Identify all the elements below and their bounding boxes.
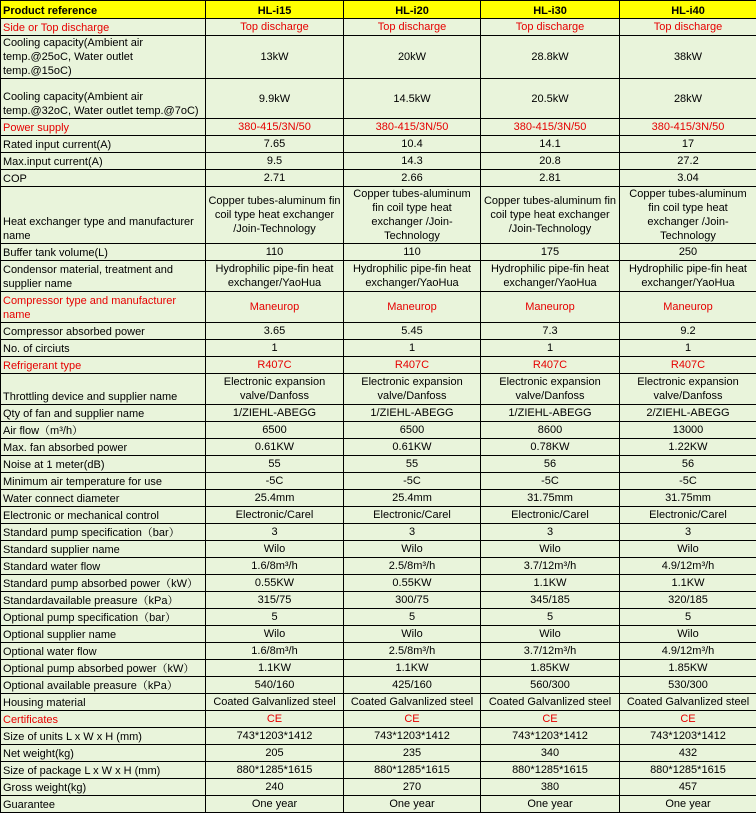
row-label: Standard pump absorbed power（kW） [1, 575, 206, 592]
row-value: 2/ZIEHL-ABEGG [620, 405, 756, 422]
row-value: 432 [620, 745, 756, 762]
row-value: 2.81 [481, 170, 620, 187]
row-value: Electronic/Carel [344, 507, 481, 524]
row-value: R407C [481, 357, 620, 374]
row-value: 31.75mm [620, 490, 756, 507]
row-value: 320/185 [620, 592, 756, 609]
row-value: 2.71 [206, 170, 344, 187]
row-value: Electronic expansion valve/Danfoss [206, 374, 344, 405]
row-value: 9.9kW [206, 79, 344, 119]
row-value: 28.8kW [481, 36, 620, 79]
row-label: Minimum air temperature for use [1, 473, 206, 490]
row-label: Optional water flow [1, 643, 206, 660]
table-row [1, 694, 756, 711]
row-value: 530/300 [620, 677, 756, 694]
row-label: Optional pump specification（bar） [1, 609, 206, 626]
row-label: Standard water flow [1, 558, 206, 575]
row-value: 1 [481, 340, 620, 357]
table-row [1, 357, 756, 374]
row-value: 2.5/8m³/h [344, 558, 481, 575]
row-label: COP [1, 170, 206, 187]
row-value: 4.9/12m³/h [620, 643, 756, 660]
row-value: Copper tubes-aluminum fin coil type heat exchanger /Join-Technology [206, 187, 344, 244]
table-row [1, 323, 756, 340]
row-label: Compressor type and manufacturer name [1, 292, 206, 323]
table-row [1, 779, 756, 796]
row-label: Max.input current(A) [1, 153, 206, 170]
row-value: 31.75mm [481, 490, 620, 507]
row-value: Hydrophilic pipe-fin heat exchanger/YaoHua [344, 261, 481, 292]
header-label: Product reference [1, 1, 206, 19]
row-value: 8600 [481, 422, 620, 439]
row-label: Noise at 1 meter(dB) [1, 456, 206, 473]
row-value: 14.3 [344, 153, 481, 170]
row-label: Optional available preasure（kPa） [1, 677, 206, 694]
row-value: R407C [620, 357, 756, 374]
row-value: 380-415/3N/50 [620, 119, 756, 136]
table-row [1, 660, 756, 677]
table-row [1, 439, 756, 456]
row-value: Maneurop [620, 292, 756, 323]
row-value: Electronic/Carel [206, 507, 344, 524]
table-row [1, 745, 756, 762]
row-value: 0.61KW [344, 439, 481, 456]
row-label: Compressor absorbed power [1, 323, 206, 340]
table-row [1, 79, 756, 119]
row-label: Condensor material, treatment and supplier name [1, 261, 206, 292]
row-value: Top discharge [206, 19, 344, 36]
row-value: 5 [206, 609, 344, 626]
row-value: 1.85KW [481, 660, 620, 677]
row-label: Max. fan absorbed power [1, 439, 206, 456]
row-label: Standard supplier name [1, 541, 206, 558]
row-label: Certificates [1, 711, 206, 728]
row-value: 14.5kW [344, 79, 481, 119]
row-value: 1/ZIEHL-ABEGG [344, 405, 481, 422]
row-value: 3.04 [620, 170, 756, 187]
row-value: 56 [481, 456, 620, 473]
row-value: Copper tubes-aluminum fin coil type heat exchanger /Join-Technology [620, 187, 756, 244]
row-value: 6500 [206, 422, 344, 439]
row-value: One year [206, 796, 344, 813]
table-row [1, 19, 756, 36]
row-label: Power supply [1, 119, 206, 136]
table-row [1, 244, 756, 261]
row-value: 1.1KW [206, 660, 344, 677]
row-value: 560/300 [481, 677, 620, 694]
row-value: 28kW [620, 79, 756, 119]
table-row [1, 643, 756, 660]
row-value: 20.5kW [481, 79, 620, 119]
row-value: Coated Galvanlized steel [481, 694, 620, 711]
row-value: 55 [206, 456, 344, 473]
row-label: Net weight(kg) [1, 745, 206, 762]
row-value: 1.22KW [620, 439, 756, 456]
row-value: 7.3 [481, 323, 620, 340]
row-value: 5 [481, 609, 620, 626]
row-value: Copper tubes-aluminum fin coil type heat exchanger /Join-Technology [344, 187, 481, 244]
table-row [1, 677, 756, 694]
row-value: 743*1203*1412 [344, 728, 481, 745]
table-row [1, 261, 756, 292]
row-value: 25.4mm [344, 490, 481, 507]
row-value: 457 [620, 779, 756, 796]
row-value: 3.7/12m³/h [481, 643, 620, 660]
table-row [1, 626, 756, 643]
row-value: 3.7/12m³/h [481, 558, 620, 575]
row-value: 3 [344, 524, 481, 541]
row-label: Gross weight(kg) [1, 779, 206, 796]
row-value: 1.6/8m³/h [206, 558, 344, 575]
row-label: Cooling capacity(Ambient air temp.@25oC, Water outlet temp.@15oC) [1, 36, 206, 79]
row-value: 38kW [620, 36, 756, 79]
row-value: Electronic expansion valve/Danfoss [344, 374, 481, 405]
row-value: 5 [620, 609, 756, 626]
row-label: Size of units L x W x H (mm) [1, 728, 206, 745]
row-value: 205 [206, 745, 344, 762]
row-value: 2.5/8m³/h [344, 643, 481, 660]
model-header: HL-i40 [620, 1, 756, 19]
row-value: 0.78KW [481, 439, 620, 456]
table-row [1, 422, 756, 439]
row-value: Wilo [481, 541, 620, 558]
row-label: Buffer tank volume(L) [1, 244, 206, 261]
row-value: Electronic expansion valve/Danfoss [481, 374, 620, 405]
row-value: 743*1203*1412 [481, 728, 620, 745]
row-value: 3 [620, 524, 756, 541]
table-row [1, 405, 756, 422]
table-row [1, 473, 756, 490]
row-label: Air flow（m³/h） [1, 422, 206, 439]
table-row [1, 340, 756, 357]
row-value: Maneurop [344, 292, 481, 323]
row-label: Optional pump absorbed power（kW） [1, 660, 206, 677]
table-row [1, 136, 756, 153]
table-row [1, 456, 756, 473]
row-value: 540/160 [206, 677, 344, 694]
row-value: 20.8 [481, 153, 620, 170]
row-value: 1 [344, 340, 481, 357]
row-label: Standard pump specification（bar） [1, 524, 206, 541]
row-label: Water connect diameter [1, 490, 206, 507]
row-value: 1.1KW [344, 660, 481, 677]
row-value: 380-415/3N/50 [481, 119, 620, 136]
row-value: 240 [206, 779, 344, 796]
table-row [1, 374, 756, 405]
row-value: 3 [206, 524, 344, 541]
row-value: -5C [344, 473, 481, 490]
row-value: 20kW [344, 36, 481, 79]
row-label: Electronic or mechanical control [1, 507, 206, 524]
row-value: Wilo [620, 541, 756, 558]
row-value: 1.6/8m³/h [206, 643, 344, 660]
spec-body [1, 19, 756, 813]
table-row [1, 153, 756, 170]
row-value: 3.65 [206, 323, 344, 340]
row-value: 13kW [206, 36, 344, 79]
row-value: Electronic/Carel [620, 507, 756, 524]
row-value: 345/185 [481, 592, 620, 609]
row-value: Wilo [206, 626, 344, 643]
row-value: -5C [481, 473, 620, 490]
row-value: 250 [620, 244, 756, 261]
row-value: One year [344, 796, 481, 813]
row-value: 235 [344, 745, 481, 762]
table-row [1, 592, 756, 609]
row-value: 1/ZIEHL-ABEGG [206, 405, 344, 422]
row-value: 743*1203*1412 [620, 728, 756, 745]
row-value: 56 [620, 456, 756, 473]
row-label: Standardavailable preasure（kPa） [1, 592, 206, 609]
row-value: One year [481, 796, 620, 813]
row-value: Coated Galvanlized steel [344, 694, 481, 711]
table-row [1, 762, 756, 779]
row-label: Housing material [1, 694, 206, 711]
row-value: Hydrophilic pipe-fin heat exchanger/YaoHua [620, 261, 756, 292]
row-value: Wilo [344, 626, 481, 643]
row-value: 300/75 [344, 592, 481, 609]
row-value: Maneurop [206, 292, 344, 323]
row-value: 9.5 [206, 153, 344, 170]
row-value: Wilo [620, 626, 756, 643]
row-value: Wilo [344, 541, 481, 558]
table-row [1, 524, 756, 541]
table-row [1, 292, 756, 323]
row-value: 14.1 [481, 136, 620, 153]
table-row [1, 728, 756, 745]
table-row [1, 796, 756, 813]
row-label: Rated input current(A) [1, 136, 206, 153]
table-row [1, 170, 756, 187]
row-value: Maneurop [481, 292, 620, 323]
row-value: 4.9/12m³/h [620, 558, 756, 575]
row-value: 6500 [344, 422, 481, 439]
row-value: 425/160 [344, 677, 481, 694]
row-value: 27.2 [620, 153, 756, 170]
row-value: 1.1KW [620, 575, 756, 592]
row-value: 1.1KW [481, 575, 620, 592]
row-value: 743*1203*1412 [206, 728, 344, 745]
table-row [1, 541, 756, 558]
row-value: 2.66 [344, 170, 481, 187]
row-value: 0.55KW [344, 575, 481, 592]
row-value: 380-415/3N/50 [206, 119, 344, 136]
row-value: Top discharge [481, 19, 620, 36]
row-label: Size of package L x W x H (mm) [1, 762, 206, 779]
table-row [1, 609, 756, 626]
row-value: 270 [344, 779, 481, 796]
row-value: -5C [206, 473, 344, 490]
row-label: Refrigerant type [1, 357, 206, 374]
model-header: HL-i20 [344, 1, 481, 19]
row-value: Wilo [206, 541, 344, 558]
table-row [1, 490, 756, 507]
row-value: 55 [344, 456, 481, 473]
table-row [1, 36, 756, 79]
row-value: R407C [206, 357, 344, 374]
row-label: Guarantee [1, 796, 206, 813]
row-value: 9.2 [620, 323, 756, 340]
table-row [1, 711, 756, 728]
row-label: Optional supplier name [1, 626, 206, 643]
row-value: CE [481, 711, 620, 728]
row-value: 880*1285*1615 [206, 762, 344, 779]
row-value: 175 [481, 244, 620, 261]
row-value: 880*1285*1615 [620, 762, 756, 779]
row-label: Cooling capacity(Ambient air temp.@32oC, Water outlet temp.@7oC) [1, 79, 206, 119]
row-value: 1 [206, 340, 344, 357]
row-value: Electronic expansion valve/Danfoss [620, 374, 756, 405]
row-value: Electronic/Carel [481, 507, 620, 524]
header-row [1, 1, 756, 19]
row-value: 1/ZIEHL-ABEGG [481, 405, 620, 422]
row-value: 5.45 [344, 323, 481, 340]
row-value: Copper tubes-aluminum fin coil type heat exchanger /Join-Technology [481, 187, 620, 244]
row-value: 3 [481, 524, 620, 541]
row-value: 0.55KW [206, 575, 344, 592]
row-value: 5 [344, 609, 481, 626]
table-row [1, 187, 756, 244]
row-value: Top discharge [620, 19, 756, 36]
row-value: 17 [620, 136, 756, 153]
table-row [1, 575, 756, 592]
row-value: Coated Galvanlized steel [620, 694, 756, 711]
row-value: 10.4 [344, 136, 481, 153]
row-label: Throttling device and supplier name [1, 374, 206, 405]
row-label: Qty of fan and supplier name [1, 405, 206, 422]
row-value: 380-415/3N/50 [344, 119, 481, 136]
model-header: HL-i30 [481, 1, 620, 19]
row-value: 380 [481, 779, 620, 796]
row-value: Coated Galvanlized steel [206, 694, 344, 711]
row-value: 110 [344, 244, 481, 261]
row-value: Hydrophilic pipe-fin heat exchanger/YaoHua [481, 261, 620, 292]
row-value: R407C [344, 357, 481, 374]
row-value: 880*1285*1615 [344, 762, 481, 779]
row-value: Top discharge [344, 19, 481, 36]
row-label: Heat exchanger type and manufacturer name [1, 187, 206, 244]
row-label: No. of circiuts [1, 340, 206, 357]
row-value: 110 [206, 244, 344, 261]
table-row [1, 507, 756, 524]
table-row [1, 119, 756, 136]
row-value: 7.65 [206, 136, 344, 153]
row-value: One year [620, 796, 756, 813]
row-value: CE [620, 711, 756, 728]
model-header: HL-i15 [206, 1, 344, 19]
row-value: Wilo [481, 626, 620, 643]
row-value: 340 [481, 745, 620, 762]
table-row [1, 558, 756, 575]
row-value: Hydrophilic pipe-fin heat exchanger/YaoHua [206, 261, 344, 292]
row-value: 25.4mm [206, 490, 344, 507]
row-label: Side or Top discharge [1, 19, 206, 36]
row-value: CE [206, 711, 344, 728]
row-value: 0.61KW [206, 439, 344, 456]
row-value: 13000 [620, 422, 756, 439]
row-value: -5C [620, 473, 756, 490]
row-value: 1.85KW [620, 660, 756, 677]
row-value: 315/75 [206, 592, 344, 609]
row-value: 1 [620, 340, 756, 357]
row-value: CE [344, 711, 481, 728]
row-value: 880*1285*1615 [481, 762, 620, 779]
